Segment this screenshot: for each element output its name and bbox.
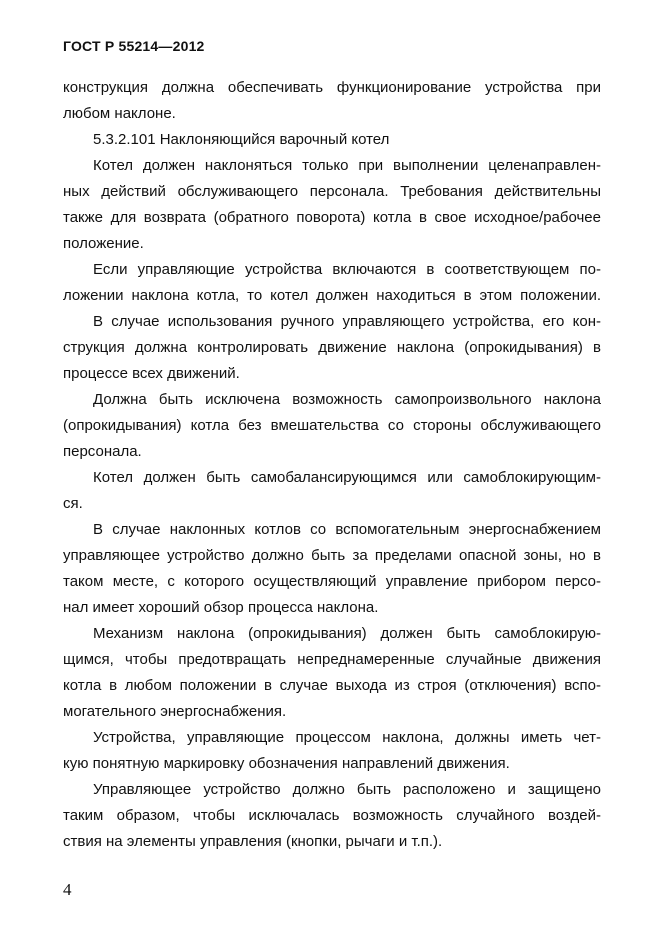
document-body xyxy=(63,75,601,855)
text-line: Управляющее устройство должно быть расположено и защищено xyxy=(93,781,601,798)
text-line: кую понятную маркировку обозначения направлений движения. xyxy=(63,755,510,772)
text-line: Устройства, управляющие процессом наклона, должны иметь чет- xyxy=(93,729,601,746)
standard-header: ГОСТ Р 55214—2012 xyxy=(63,38,205,54)
text-line: котла в любом положении в случае выхода из строя (отключения) вспо- xyxy=(63,677,601,694)
text-line: также для возврата (обратного поворота) котла в свое исходное/рабочее xyxy=(63,209,601,226)
text-line: струкция должна контролировать движение наклона (опрокидывания) в xyxy=(63,339,601,356)
text-line: Котел должен наклоняться только при выполнении целенаправлен- xyxy=(93,157,601,174)
text-line: персонала. xyxy=(63,443,142,460)
text-line: щимся, чтобы предотвращать непреднамеренные случайные движения xyxy=(63,651,601,668)
text-line: ных действий обслуживающего персонала. Требования действительны xyxy=(63,183,601,200)
text-line: (опрокидывания) котла без вмешательства со стороны обслуживающего xyxy=(63,417,601,434)
text-line: таком месте, с которого осуществляющий управление прибором персо- xyxy=(63,573,601,590)
text-line: положение. xyxy=(63,235,144,252)
text-line: Должна быть исключена возможность самопроизвольного наклона xyxy=(93,391,601,408)
text-line: В случае наклонных котлов со вспомогательным энергоснабжением xyxy=(93,521,601,538)
text-line: таким образом, чтобы исключалась возможность случайного воздей- xyxy=(63,807,601,824)
text-line: ствия на элементы управления (кнопки, рычаги и т.п.). xyxy=(63,833,443,850)
text-line: процессе всех движений. xyxy=(63,365,240,382)
text-line: Если управляющие устройства включаются в соответствующем по- xyxy=(93,261,601,278)
text-line: ся. xyxy=(63,495,83,512)
text-line: конструкция должна обеспечивать функционирование устройства при xyxy=(63,79,601,96)
text-line: В случае использования ручного управляющего устройства, его кон- xyxy=(93,313,601,330)
page-number: 4 xyxy=(63,880,72,899)
text-line: Механизм наклона (опрокидывания) должен быть самоблокирую- xyxy=(93,625,601,642)
text-line: могательного энергоснабжения. xyxy=(63,703,287,720)
text-line: управляющее устройство должно быть за пределами опасной зоны, но в xyxy=(63,547,601,564)
text-line: ложении наклона котла, то котел должен находиться в этом положении. xyxy=(63,287,601,304)
text-line: любом наклоне. xyxy=(63,105,176,122)
text-line: нал имеет хороший обзор процесса наклона. xyxy=(63,599,379,616)
text-line: Котел должен быть самобалансирующимся или самоблокирующим- xyxy=(93,469,601,486)
text-line: 5.3.2.101 Наклоняющийся варочный котел xyxy=(93,131,390,148)
